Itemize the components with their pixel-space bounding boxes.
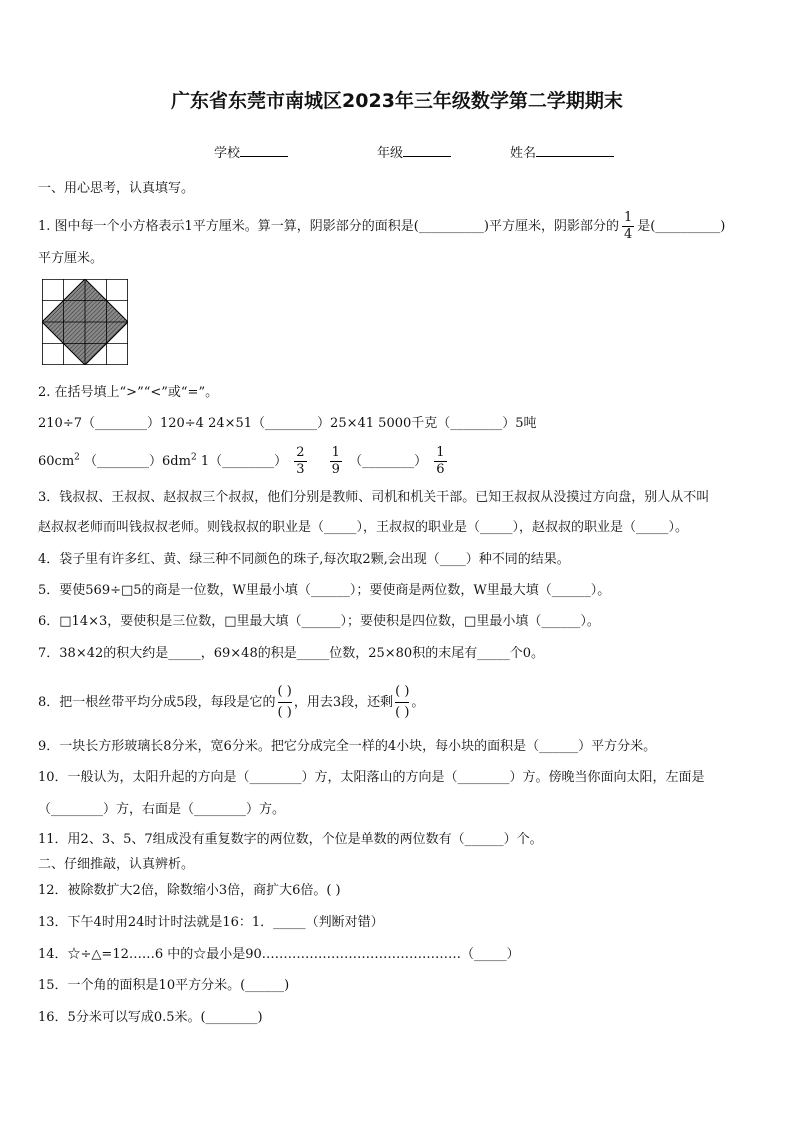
question-7: 7．38×42的积大约是_____，69×48的积是_____位数，25×80积的末尾有_____个0。 bbox=[38, 646, 544, 661]
question-6: 6．□14×3，要使积是三位数，□里最大填（______）；要使积是四位数，□里最小填（______）。 bbox=[38, 614, 600, 629]
name-field[interactable] bbox=[510, 142, 614, 161]
q10-line-2: （________）方，右面是（________）方。 bbox=[38, 802, 286, 817]
question-4: 4．袋子里有许多红、黄、绿三种不同颜色的珠子,每次取2颗,会出现（____）种不同的结果。 bbox=[38, 552, 570, 567]
answer-fraction-1[interactable]: ( ) ( ) bbox=[277, 684, 292, 720]
question-2: 2. 在括号填上“>”“<”或“=”。 bbox=[38, 385, 219, 400]
grid-figure bbox=[42, 279, 128, 365]
grade-label: 年级 bbox=[377, 146, 404, 161]
q1-text-b: 是(__________) bbox=[637, 219, 726, 234]
answer-fraction-2[interactable]: ( ) ( ) bbox=[395, 684, 410, 720]
fraction-one-quarter: $\frac{1}{4}$ bbox=[623, 210, 633, 242]
fraction-1-6: $\frac{1}{6}$ bbox=[436, 445, 445, 477]
question-9: 9．一块长方形玻璃长8分米，宽6分米。把它分成完全一样的4小块，每小块的面积是（______）平方分米。 bbox=[38, 739, 657, 754]
q3-line-1: 3．钱叔叔、王叔叔、赵叔叔三个叔叔，他们分别是教师、司机和机关干部。已知王叔叔从没摸过方向盘，别人从不叫 bbox=[38, 490, 710, 505]
grade-blank[interactable] bbox=[403, 143, 451, 157]
fraction-1-9: $\frac{1}{9}$ bbox=[331, 445, 340, 477]
fraction-2-3: $\frac{2}{3}$ bbox=[296, 445, 305, 477]
page-title: 广东省东莞市南城区2023年三年级数学第二学期期末 bbox=[171, 90, 623, 112]
school-blank[interactable] bbox=[240, 143, 288, 157]
question-14: 14．☆÷△=12……6 中的☆最小是90.………………………………………（_____） bbox=[38, 947, 520, 962]
question-5: 5．要使569÷□5的商是一位数，W里最小填（______）；要使商是两位数，W里最大填（______）。 bbox=[38, 583, 611, 598]
question-12: 12．被除数扩大2倍，除数缩小3倍，商扩大6倍。( ) bbox=[38, 883, 341, 898]
section-2-heading: 二、仔细推敲，认真辨析。 bbox=[38, 857, 195, 872]
school-label: 学校 bbox=[214, 146, 241, 161]
q2-line-2: $60cm^2$ $(\_\_\_\_\_\_\_\_)6dm^2$ 1（________） $\frac{2}{3}$ $\frac{1}{9}$ （________） $\frac{1}{6}$ bbox=[38, 445, 445, 477]
question-1 bbox=[38, 210, 725, 243]
q2-line-1: 210÷7（________）120÷4 24×51（________）25×41 5000千克（________）5吨 bbox=[38, 416, 537, 431]
q10-line-1: 10．一般认为，太阳升起的方向是（________）方，太阳落山的方向是（________）方。傍晚当你面向太阳，左面是 bbox=[38, 770, 705, 785]
question-8: 8．把一根丝带平均分成5段，每段是它的 ( ) ( ) ，用去3段，还剩 ( ) ( ) 。 bbox=[38, 682, 424, 723]
name-label: 姓名 bbox=[510, 146, 537, 161]
question-15: 15．一个角的面积是10平方分米。(______) bbox=[38, 978, 290, 993]
question-13: 13．下午4时用24时计时法就是16：1．_____（判断对错） bbox=[38, 915, 384, 930]
q1-text-a: 1. 图中每一个小方格表示1平方厘米。算一算，阴影部分的面积是(__________)平方厘米，阴影部分的 bbox=[38, 219, 619, 234]
q3-line-2: 赵叔叔老师而叫钱叔叔老师。则钱叔叔的职业是（_____），王叔叔的职业是（_____），赵叔叔的职业是（_____）。 bbox=[38, 520, 689, 535]
q1-text-c: 平方厘米。 bbox=[38, 251, 104, 266]
grade-field[interactable] bbox=[377, 142, 451, 161]
name-blank[interactable] bbox=[536, 143, 614, 157]
grid-lines bbox=[42, 279, 128, 365]
question-16: 16．5分米可以写成0.5米。(________) bbox=[38, 1010, 263, 1025]
question-11: 11．用2、3、5、7组成没有重复数字的两位数，个位是单数的两位数有（______）个。 bbox=[38, 832, 543, 847]
school-field[interactable] bbox=[214, 142, 288, 161]
section-1-heading: 一、用心思考，认真填写。 bbox=[38, 181, 195, 196]
